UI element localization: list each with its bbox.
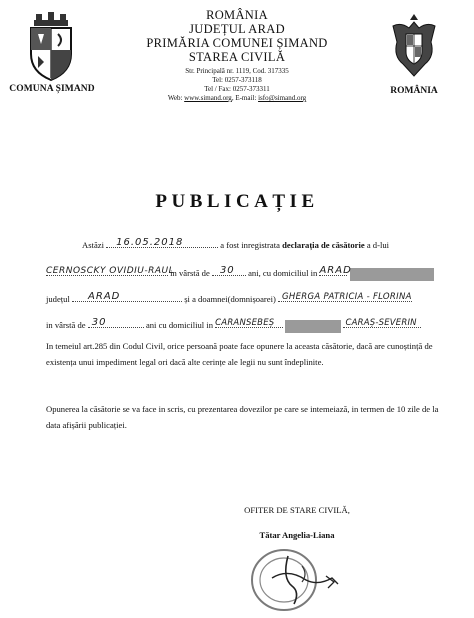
email-link[interactable]: isfo@simand.org: [258, 94, 307, 102]
header-phone: Tel: 0257-373118: [212, 76, 262, 84]
groom-residence-label: ani, cu domiciliul in: [248, 268, 318, 278]
official-stamp-icon: [242, 538, 352, 618]
header-web-email: [100, 94, 374, 103]
line-declaration-date: [82, 238, 389, 250]
header-county: JUDEȚUL ARAD: [189, 22, 285, 36]
bride-label: și a doamnei(domnișoarei): [184, 294, 276, 304]
today-label: Astăzi: [82, 240, 104, 250]
web-link[interactable]: www.simand.org: [184, 94, 232, 102]
bride-age: 30: [91, 317, 107, 328]
groom-name-field: [46, 266, 175, 276]
bride-city: CARANSEBEȘ: [215, 318, 275, 328]
bride-age-label: in vârstă de: [46, 320, 86, 330]
bride-county-field: [343, 318, 421, 328]
header-country: ROMÂNIA: [206, 8, 268, 22]
legal-basis-paragraph: In temeiul art.285 din Codul Civil, orice persoană poate face opunere la aceasta căsătorie, dacă are cunoștință de existența unui impediment legal ori dacă alte cerințe ale legii nu sunt îndeplinite.: [46, 341, 433, 367]
crest-left-caption: COMUNA ȘIMAND: [9, 84, 95, 94]
redacted-address-1: [350, 268, 434, 281]
crest-right-caption: ROMÂNIA: [390, 86, 438, 96]
header-town-hall: PRIMĂRIA COMUNEI ȘIMAND: [146, 36, 328, 50]
mr-label: a d-lui: [366, 240, 390, 250]
redacted-address-2: [285, 320, 341, 333]
bride-residence-label: ani cu domiciliul in: [145, 320, 214, 330]
email-label: , E-mail:: [231, 94, 257, 102]
groom-age-field: [212, 266, 246, 276]
bride-age-field: [88, 318, 144, 328]
simand-coat-of-arms-icon: [26, 12, 76, 82]
bride-name: GHERGA PATRICIA - FLORINA: [281, 292, 412, 302]
line-county-bride: [46, 292, 412, 304]
bride-county: CARAȘ-SEVERIN: [345, 318, 417, 328]
signature-title: OFITER DE STARE CIVILĂ,: [244, 505, 350, 515]
groom-county: ARAD: [88, 291, 121, 302]
bride-city-field: [215, 318, 283, 328]
signature-name: Tătar Angelia-Liana: [259, 530, 335, 540]
opposition-paragraph: Opunerea la căsătorie se va face in scris, cu prezentarea dovezilor pe care se intemeiază, in termen de 10 zile de la data afișării publicației.: [46, 404, 439, 430]
letterhead: [100, 8, 374, 103]
registered-label: a fost inregistrata: [220, 240, 280, 250]
groom-county-field: [72, 292, 182, 302]
groom-city-field: [319, 265, 352, 276]
groom-name: CERNOSCKY OVIDIU-RAUL: [46, 266, 175, 276]
declaration-label: declarația de căsătorie: [282, 240, 365, 250]
bride-name-field: [278, 292, 412, 302]
header-fax: Tel / Fax: 0257-373311: [204, 85, 270, 93]
groom-city: ARAD: [319, 265, 352, 276]
romania-coat-of-arms-icon: [389, 12, 439, 80]
line-groom: [46, 266, 434, 281]
date-field: [106, 238, 218, 248]
county-label: județul: [46, 294, 70, 304]
date-value: 16.05.2018: [116, 237, 184, 248]
line-bride-details: [46, 318, 421, 333]
web-label: Web:: [167, 94, 183, 102]
groom-age: 30: [219, 265, 235, 276]
header-address: Str. Principală nr. 1119, Cod. 317335: [185, 67, 289, 75]
document-title: PUBLICAȚIE: [155, 191, 319, 212]
header-office: STAREA CIVILĂ: [188, 50, 286, 64]
groom-age-label: in vârstă de: [170, 268, 210, 278]
